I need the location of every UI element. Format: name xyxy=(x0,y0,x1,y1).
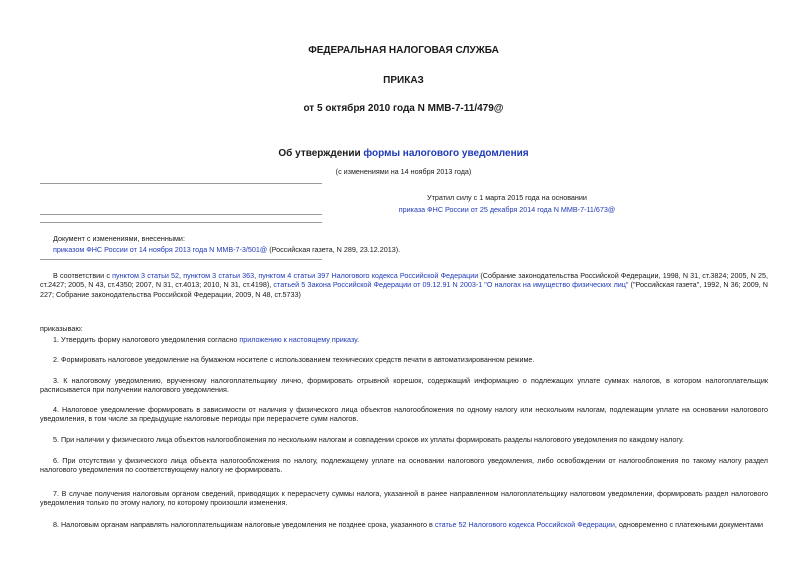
item-text: 1. Утвердить форму налогового уведомления согласно xyxy=(53,335,240,344)
divider xyxy=(40,214,322,215)
item-5: 5. При наличии у физического лица объектов налогообложения по нескольким налогам и совпадении сроков их уплаты формировать разделы налогового уведомления по каждому налогу. xyxy=(53,435,684,444)
article-363-link[interactable]: пунктом 3 статьи 363 xyxy=(183,271,255,280)
changes-block xyxy=(53,234,703,254)
agency-title: ФЕДЕРАЛЬНАЯ НАЛОГОВАЯ СЛУЖБА xyxy=(308,45,499,56)
item-text: , одновременно с платежными документами xyxy=(614,520,764,529)
amending-order-link[interactable]: приказом ФНС России от 14 ноября 2013 года N ММВ-7-3/501@ xyxy=(53,245,268,254)
order-word: приказываю: xyxy=(40,324,83,333)
divider xyxy=(40,222,322,223)
appendix-link[interactable]: приложению к настоящему приказу xyxy=(239,335,358,344)
form-link[interactable]: формы налогового уведомления xyxy=(363,148,529,159)
tax-code-article-52-link[interactable]: статье 52 Налогового кодекса Российской Федерации xyxy=(434,520,615,529)
status-line: Утратил силу с 1 марта 2015 года на основании xyxy=(427,193,587,202)
item-2: 2. Формировать налоговое уведомление на бумажном носителе с использованием технических средств печати в автоматизированном режиме. xyxy=(53,355,535,364)
item-3: 3. К налоговому уведомлению, врученному налогоплательщику лично, формировать отрывной корешок, содержащий информацию о подлежащих уплате суммах налогов, в котором налогоплательщик расписывается при получении налогового уведомления. xyxy=(40,376,768,395)
preamble-text: (Собрание законодательства Российской Федерации, 1998, N 31, ст.3824; 2005, N 25, ст.2427; 2005, N 43, ст.4350; 2007, N 31, ст.4013; 2010, N 31, ст.4198), xyxy=(40,271,768,290)
divider xyxy=(40,259,322,260)
item-4: 4. Налоговое уведомление формировать в зависимости от наличия у физического лица объектов налогообложения по одному налогу или нескольким налогам, подлежащим уплате на основании налогового уведомления, в том числе за предыдущие налоговые периоды при перерасчете сумм налогов. xyxy=(40,405,768,424)
preamble-text: ("Российская газета", 1992, N 36; 2009, N 227; Собрание законодательства Российской Федерации, 2009, N 48, ст.5733) xyxy=(40,280,769,299)
amended-note: (с изменениями на 14 ноября 2013 года) xyxy=(335,167,472,176)
preamble-text: В соответствии с xyxy=(53,271,113,280)
preamble-text: , xyxy=(254,271,259,280)
law-article-5-link[interactable]: статьей 5 Закона Российской Федерации от 09.12.91 N 2003-1 "О налогах на имущество физических лиц" xyxy=(273,280,629,290)
doc-type: ПРИКАЗ xyxy=(383,75,424,86)
item-1 xyxy=(40,335,768,344)
status-block xyxy=(300,193,714,214)
doc-date-number: от 5 октября 2010 года N ММВ-7-11/479@ xyxy=(303,103,504,114)
changes-source: (Российская газета, N 289, 23.12.2013). xyxy=(267,245,401,254)
item-text: . xyxy=(357,335,360,344)
article-52-link[interactable]: пунктом 3 статьи 52 xyxy=(112,271,180,280)
item-8 xyxy=(40,520,768,529)
doc-title-text: Об утверждении xyxy=(278,148,364,159)
repeal-order-link[interactable]: приказа ФНС России от 25 декабря 2014 года N ММВ-7-11/673@ xyxy=(398,205,616,214)
item-6: 6. При отсутствии у физического лица объекта налогообложения по налогу, подлежащему уплате на основании налогового уведомления, либо освобождении от налогообложения по такому налогу раздел налогового уведомления по соответствующему налогу не формировать. xyxy=(40,456,768,475)
preamble xyxy=(40,271,768,299)
divider xyxy=(40,183,322,184)
item-7: 7. В случае получения налоговым органом сведений, приводящих к перерасчету суммы налога, указанной в ранее направленном налогоплательщику налоговом уведомлении, формировать раздел налогового уведомления только по этому налогу, по которому произошли изменения. xyxy=(40,489,768,508)
changes-label: Документ с изменениями, внесенными: xyxy=(53,234,185,243)
item-text: 8. Налоговым органам направлять налогоплательщикам налоговые уведомления не позднее срока, указанного в xyxy=(53,520,435,529)
doc-title xyxy=(0,148,807,159)
article-397-link[interactable]: пунктом 4 статьи 397 Налогового кодекса Российской Федерации xyxy=(258,271,479,280)
preamble-text: , xyxy=(179,271,184,280)
